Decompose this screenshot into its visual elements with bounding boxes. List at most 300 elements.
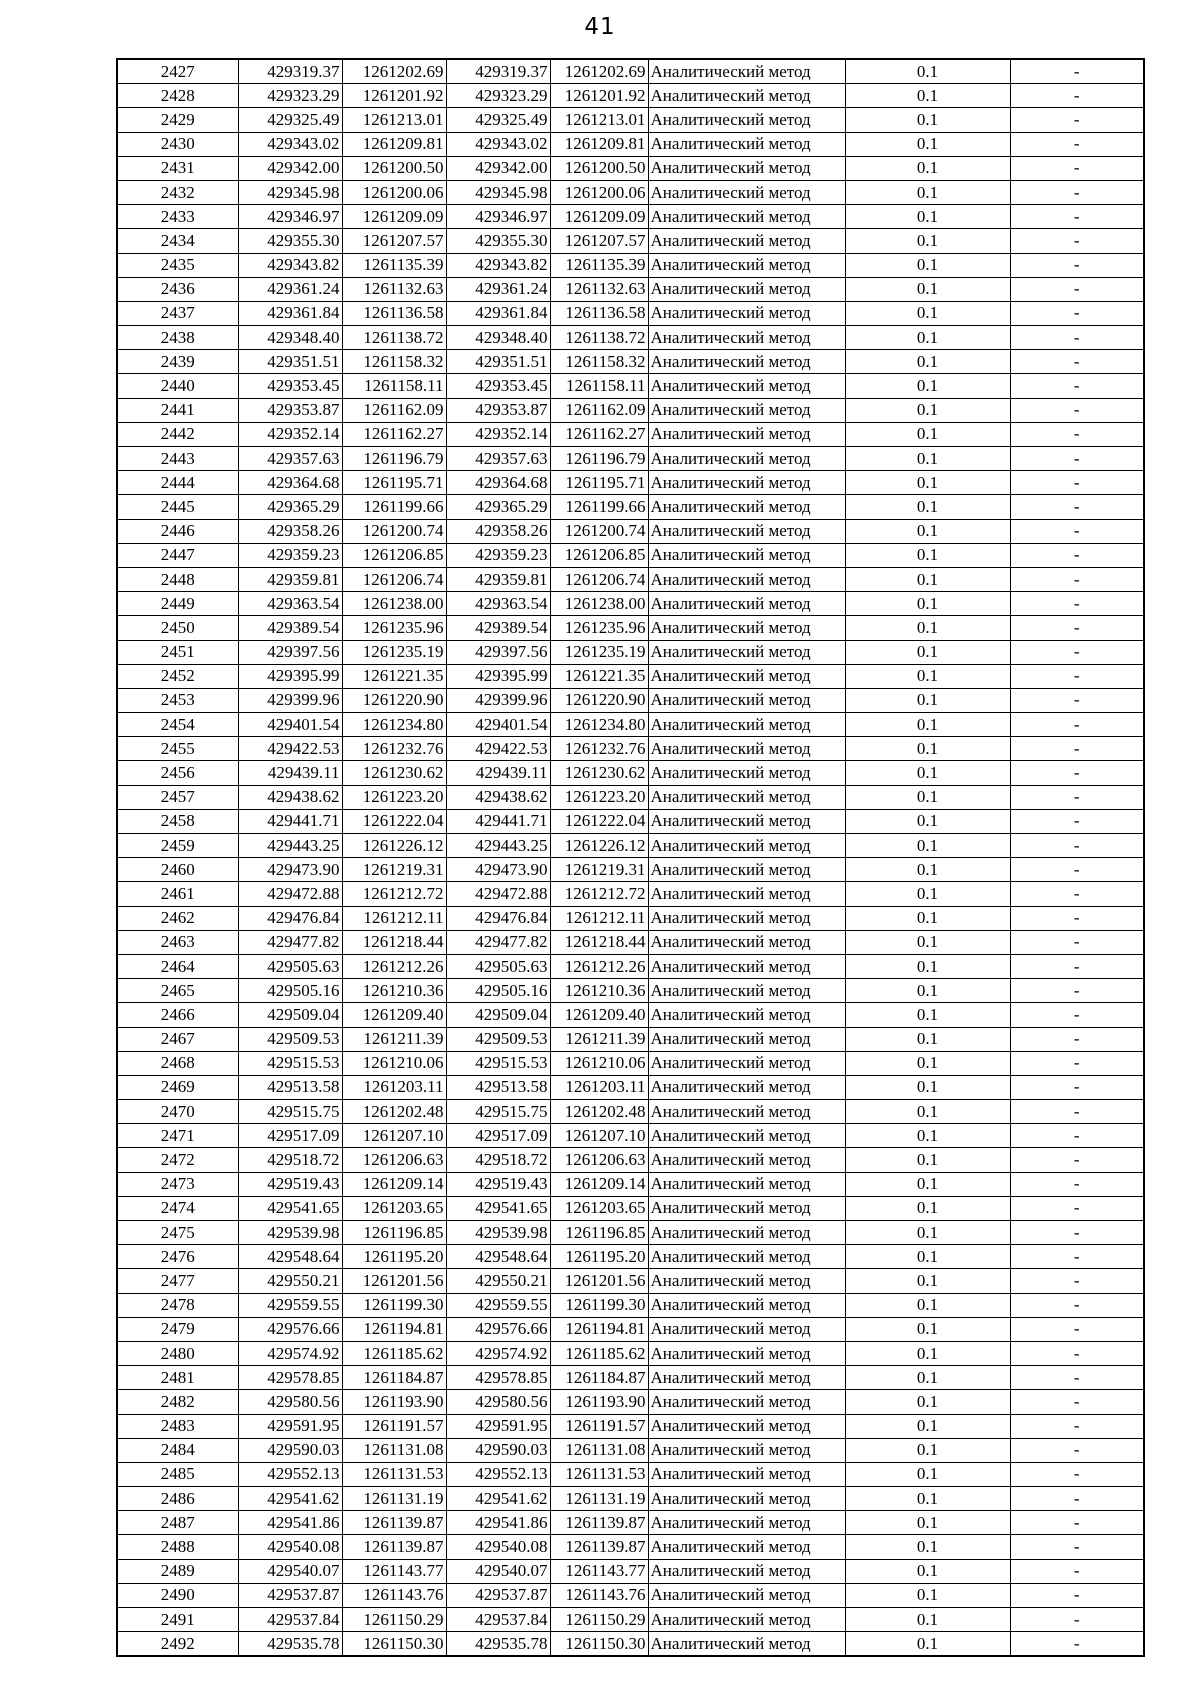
table-row	[117, 1269, 1144, 1293]
note-cell: -	[1010, 374, 1144, 398]
y-cell: 1261212.11	[342, 906, 446, 930]
table-row	[117, 1390, 1144, 1414]
y-cell: 1261196.79	[342, 447, 446, 471]
note-cell: -	[1010, 785, 1144, 809]
table-row	[117, 785, 1144, 809]
x-cell: 429519.43	[238, 1172, 342, 1196]
note-cell: -	[1010, 616, 1144, 640]
point-number-cell: 2461	[117, 882, 238, 906]
note-cell: -	[1010, 84, 1144, 108]
point-number-cell: 2450	[117, 616, 238, 640]
point-number-cell: 2434	[117, 229, 238, 253]
method-cell: Аналитический метод	[648, 1003, 845, 1027]
y-cell: 1261232.76	[550, 737, 648, 761]
y-cell: 1261212.11	[550, 906, 648, 930]
note-cell: -	[1010, 1075, 1144, 1099]
y-cell: 1261150.29	[342, 1608, 446, 1632]
x-cell: 429363.54	[238, 592, 342, 616]
x-cell: 429438.62	[446, 785, 550, 809]
y-cell: 1261139.87	[550, 1511, 648, 1535]
y-cell: 1261220.90	[550, 688, 648, 712]
y-cell: 1261207.57	[342, 229, 446, 253]
y-cell: 1261162.09	[342, 398, 446, 422]
x-cell: 429348.40	[238, 326, 342, 350]
point-number-cell: 2436	[117, 277, 238, 301]
y-cell: 1261203.65	[342, 1196, 446, 1220]
method-cell: Аналитический метод	[648, 1245, 845, 1269]
y-cell: 1261219.31	[342, 858, 446, 882]
y-cell: 1261235.19	[550, 640, 648, 664]
x-cell: 429345.98	[446, 180, 550, 204]
y-cell: 1261206.85	[550, 543, 648, 567]
y-cell: 1261191.57	[550, 1414, 648, 1438]
y-cell: 1261132.63	[550, 277, 648, 301]
x-cell: 429365.29	[446, 495, 550, 519]
precision-cell: 0.1	[845, 1172, 1010, 1196]
point-number-cell: 2446	[117, 519, 238, 543]
point-number-cell: 2488	[117, 1535, 238, 1559]
table-row	[117, 1632, 1144, 1657]
method-cell: Аналитический метод	[648, 616, 845, 640]
x-cell: 429517.09	[238, 1124, 342, 1148]
note-cell: -	[1010, 1027, 1144, 1051]
precision-cell: 0.1	[845, 132, 1010, 156]
point-number-cell: 2479	[117, 1317, 238, 1341]
x-cell: 429359.23	[446, 543, 550, 567]
precision-cell: 0.1	[845, 954, 1010, 978]
point-number-cell: 2447	[117, 543, 238, 567]
x-cell: 429439.11	[238, 761, 342, 785]
table-row	[117, 1172, 1144, 1196]
point-number-cell: 2489	[117, 1559, 238, 1583]
table-row	[117, 906, 1144, 930]
y-cell: 1261200.50	[342, 156, 446, 180]
x-cell: 429355.30	[238, 229, 342, 253]
table-row	[117, 1583, 1144, 1607]
method-cell: Аналитический метод	[648, 471, 845, 495]
y-cell: 1261207.57	[550, 229, 648, 253]
y-cell: 1261222.04	[550, 809, 648, 833]
precision-cell: 0.1	[845, 1511, 1010, 1535]
x-cell: 429438.62	[238, 785, 342, 809]
y-cell: 1261235.96	[342, 616, 446, 640]
method-cell: Аналитический метод	[648, 954, 845, 978]
precision-cell: 0.1	[845, 326, 1010, 350]
y-cell: 1261139.87	[342, 1511, 446, 1535]
x-cell: 429541.62	[446, 1487, 550, 1511]
note-cell: -	[1010, 1583, 1144, 1607]
table-row	[117, 1487, 1144, 1511]
x-cell: 429552.13	[238, 1462, 342, 1486]
method-cell: Аналитический метод	[648, 132, 845, 156]
y-cell: 1261213.01	[550, 108, 648, 132]
x-cell: 429472.88	[238, 882, 342, 906]
x-cell: 429401.54	[446, 713, 550, 737]
y-cell: 1261138.72	[342, 326, 446, 350]
x-cell: 429548.64	[446, 1245, 550, 1269]
method-cell: Аналитический метод	[648, 1148, 845, 1172]
y-cell: 1261199.30	[550, 1293, 648, 1317]
x-cell: 429319.37	[446, 59, 550, 84]
x-cell: 429363.54	[446, 592, 550, 616]
x-cell: 429505.63	[238, 954, 342, 978]
precision-cell: 0.1	[845, 1245, 1010, 1269]
precision-cell: 0.1	[845, 471, 1010, 495]
table-row	[117, 1124, 1144, 1148]
x-cell: 429476.84	[238, 906, 342, 930]
note-cell: -	[1010, 906, 1144, 930]
table-row	[117, 1148, 1144, 1172]
table-row	[117, 930, 1144, 954]
y-cell: 1261162.09	[550, 398, 648, 422]
table-row	[117, 108, 1144, 132]
method-cell: Аналитический метод	[648, 858, 845, 882]
precision-cell: 0.1	[845, 1583, 1010, 1607]
note-cell: -	[1010, 1341, 1144, 1365]
table-row	[117, 1051, 1144, 1075]
method-cell: Аналитический метод	[648, 277, 845, 301]
point-number-cell: 2464	[117, 954, 238, 978]
y-cell: 1261202.48	[550, 1100, 648, 1124]
table-row	[117, 205, 1144, 229]
method-cell: Аналитический метод	[648, 543, 845, 567]
y-cell: 1261200.06	[342, 180, 446, 204]
note-cell: -	[1010, 1124, 1144, 1148]
y-cell: 1261210.36	[550, 979, 648, 1003]
y-cell: 1261135.39	[342, 253, 446, 277]
y-cell: 1261185.62	[550, 1341, 648, 1365]
note-cell: -	[1010, 979, 1144, 1003]
note-cell: -	[1010, 1390, 1144, 1414]
x-cell: 429365.29	[238, 495, 342, 519]
x-cell: 429590.03	[446, 1438, 550, 1462]
table-row	[117, 1414, 1144, 1438]
table-row	[117, 422, 1144, 446]
y-cell: 1261226.12	[342, 834, 446, 858]
point-number-cell: 2428	[117, 84, 238, 108]
method-cell: Аналитический метод	[648, 253, 845, 277]
y-cell: 1261235.96	[550, 616, 648, 640]
x-cell: 429590.03	[238, 1438, 342, 1462]
y-cell: 1261201.56	[550, 1269, 648, 1293]
x-cell: 429505.16	[238, 979, 342, 1003]
precision-cell: 0.1	[845, 422, 1010, 446]
x-cell: 429476.84	[446, 906, 550, 930]
method-cell: Аналитический метод	[648, 1341, 845, 1365]
x-cell: 429357.63	[238, 447, 342, 471]
method-cell: Аналитический метод	[648, 1269, 845, 1293]
y-cell: 1261206.63	[342, 1148, 446, 1172]
table-row	[117, 1100, 1144, 1124]
precision-cell: 0.1	[845, 1487, 1010, 1511]
x-cell: 429537.87	[238, 1583, 342, 1607]
y-cell: 1261158.11	[550, 374, 648, 398]
y-cell: 1261143.77	[550, 1559, 648, 1583]
x-cell: 429397.56	[238, 640, 342, 664]
precision-cell: 0.1	[845, 592, 1010, 616]
y-cell: 1261158.32	[550, 350, 648, 374]
method-cell: Аналитический метод	[648, 1559, 845, 1583]
note-cell: -	[1010, 59, 1144, 84]
precision-cell: 0.1	[845, 1100, 1010, 1124]
point-number-cell: 2457	[117, 785, 238, 809]
table-row	[117, 737, 1144, 761]
table-row	[117, 1535, 1144, 1559]
y-cell: 1261195.71	[342, 471, 446, 495]
y-cell: 1261209.14	[342, 1172, 446, 1196]
y-cell: 1261230.62	[550, 761, 648, 785]
note-cell: -	[1010, 253, 1144, 277]
point-number-cell: 2466	[117, 1003, 238, 1027]
y-cell: 1261206.85	[342, 543, 446, 567]
precision-cell: 0.1	[845, 809, 1010, 833]
x-cell: 429559.55	[238, 1293, 342, 1317]
method-cell: Аналитический метод	[648, 713, 845, 737]
x-cell: 429359.81	[446, 567, 550, 591]
x-cell: 429359.23	[238, 543, 342, 567]
note-cell: -	[1010, 301, 1144, 325]
x-cell: 429559.55	[446, 1293, 550, 1317]
note-cell: -	[1010, 156, 1144, 180]
note-cell: -	[1010, 398, 1144, 422]
method-cell: Аналитический метод	[648, 1051, 845, 1075]
method-cell: Аналитический метод	[648, 882, 845, 906]
method-cell: Аналитический метод	[648, 809, 845, 833]
point-number-cell: 2427	[117, 59, 238, 84]
x-cell: 429422.53	[446, 737, 550, 761]
method-cell: Аналитический метод	[648, 301, 845, 325]
x-cell: 429515.53	[238, 1051, 342, 1075]
y-cell: 1261191.57	[342, 1414, 446, 1438]
x-cell: 429591.95	[446, 1414, 550, 1438]
table-row	[117, 834, 1144, 858]
point-number-cell: 2459	[117, 834, 238, 858]
y-cell: 1261219.31	[550, 858, 648, 882]
point-number-cell: 2468	[117, 1051, 238, 1075]
y-cell: 1261207.10	[342, 1124, 446, 1148]
note-cell: -	[1010, 1632, 1144, 1657]
x-cell: 429343.02	[446, 132, 550, 156]
note-cell: -	[1010, 1245, 1144, 1269]
precision-cell: 0.1	[845, 519, 1010, 543]
precision-cell: 0.1	[845, 447, 1010, 471]
note-cell: -	[1010, 1414, 1144, 1438]
table-row	[117, 1293, 1144, 1317]
x-cell: 429537.84	[238, 1608, 342, 1632]
y-cell: 1261162.27	[342, 422, 446, 446]
y-cell: 1261212.72	[342, 882, 446, 906]
precision-cell: 0.1	[845, 1269, 1010, 1293]
x-cell: 429397.56	[446, 640, 550, 664]
method-cell: Аналитический метод	[648, 205, 845, 229]
x-cell: 429353.45	[446, 374, 550, 398]
y-cell: 1261209.81	[342, 132, 446, 156]
x-cell: 429399.96	[238, 688, 342, 712]
y-cell: 1261158.32	[342, 350, 446, 374]
point-number-cell: 2444	[117, 471, 238, 495]
method-cell: Аналитический метод	[648, 1293, 845, 1317]
y-cell: 1261206.63	[550, 1148, 648, 1172]
precision-cell: 0.1	[845, 1414, 1010, 1438]
method-cell: Аналитический метод	[648, 834, 845, 858]
method-cell: Аналитический метод	[648, 979, 845, 1003]
table-row	[117, 1438, 1144, 1462]
x-cell: 429364.68	[446, 471, 550, 495]
note-cell: -	[1010, 1511, 1144, 1535]
point-number-cell: 2476	[117, 1245, 238, 1269]
method-cell: Аналитический метод	[648, 374, 845, 398]
method-cell: Аналитический метод	[648, 59, 845, 84]
point-number-cell: 2483	[117, 1414, 238, 1438]
method-cell: Аналитический метод	[648, 737, 845, 761]
y-cell: 1261209.40	[550, 1003, 648, 1027]
method-cell: Аналитический метод	[648, 1535, 845, 1559]
y-cell: 1261195.20	[342, 1245, 446, 1269]
x-cell: 429473.90	[238, 858, 342, 882]
x-cell: 429519.43	[446, 1172, 550, 1196]
point-number-cell: 2481	[117, 1366, 238, 1390]
note-cell: -	[1010, 180, 1144, 204]
point-number-cell: 2456	[117, 761, 238, 785]
precision-cell: 0.1	[845, 374, 1010, 398]
x-cell: 429399.96	[446, 688, 550, 712]
y-cell: 1261202.69	[550, 59, 648, 84]
note-cell: -	[1010, 640, 1144, 664]
precision-cell: 0.1	[845, 1462, 1010, 1486]
y-cell: 1261131.19	[550, 1487, 648, 1511]
note-cell: -	[1010, 1438, 1144, 1462]
y-cell: 1261220.90	[342, 688, 446, 712]
y-cell: 1261200.74	[550, 519, 648, 543]
y-cell: 1261136.58	[550, 301, 648, 325]
table-row	[117, 132, 1144, 156]
x-cell: 429515.75	[238, 1100, 342, 1124]
y-cell: 1261201.56	[342, 1269, 446, 1293]
method-cell: Аналитический метод	[648, 1414, 845, 1438]
x-cell: 429351.51	[446, 350, 550, 374]
x-cell: 429518.72	[238, 1148, 342, 1172]
y-cell: 1261222.04	[342, 809, 446, 833]
note-cell: -	[1010, 471, 1144, 495]
x-cell: 429537.87	[446, 1583, 550, 1607]
y-cell: 1261138.72	[550, 326, 648, 350]
y-cell: 1261238.00	[550, 592, 648, 616]
method-cell: Аналитический метод	[648, 1124, 845, 1148]
x-cell: 429513.58	[446, 1075, 550, 1099]
precision-cell: 0.1	[845, 398, 1010, 422]
note-cell: -	[1010, 1148, 1144, 1172]
x-cell: 429351.51	[238, 350, 342, 374]
method-cell: Аналитический метод	[648, 761, 845, 785]
x-cell: 429535.78	[446, 1632, 550, 1657]
y-cell: 1261196.85	[342, 1221, 446, 1245]
x-cell: 429515.75	[446, 1100, 550, 1124]
method-cell: Аналитический метод	[648, 1172, 845, 1196]
y-cell: 1261139.87	[550, 1535, 648, 1559]
method-cell: Аналитический метод	[648, 326, 845, 350]
precision-cell: 0.1	[845, 1051, 1010, 1075]
point-number-cell: 2487	[117, 1511, 238, 1535]
x-cell: 429509.53	[238, 1027, 342, 1051]
table-row	[117, 180, 1144, 204]
table-row	[117, 979, 1144, 1003]
point-number-cell: 2469	[117, 1075, 238, 1099]
point-number-cell: 2458	[117, 809, 238, 833]
x-cell: 429443.25	[446, 834, 550, 858]
y-cell: 1261209.09	[342, 205, 446, 229]
precision-cell: 0.1	[845, 713, 1010, 737]
table-row	[117, 1317, 1144, 1341]
method-cell: Аналитический метод	[648, 640, 845, 664]
y-cell: 1261201.92	[342, 84, 446, 108]
note-cell: -	[1010, 326, 1144, 350]
point-number-cell: 2451	[117, 640, 238, 664]
x-cell: 429505.16	[446, 979, 550, 1003]
page-number: 41	[584, 14, 616, 40]
y-cell: 1261232.76	[342, 737, 446, 761]
y-cell: 1261218.44	[342, 930, 446, 954]
table-row	[117, 495, 1144, 519]
point-number-cell: 2465	[117, 979, 238, 1003]
method-cell: Аналитический метод	[648, 1487, 845, 1511]
y-cell: 1261196.79	[550, 447, 648, 471]
note-cell: -	[1010, 592, 1144, 616]
note-cell: -	[1010, 1269, 1144, 1293]
method-cell: Аналитический метод	[648, 447, 845, 471]
note-cell: -	[1010, 1487, 1144, 1511]
note-cell: -	[1010, 1172, 1144, 1196]
method-cell: Аналитический метод	[648, 1027, 845, 1051]
x-cell: 429353.87	[446, 398, 550, 422]
method-cell: Аналитический метод	[648, 1221, 845, 1245]
point-number-cell: 2442	[117, 422, 238, 446]
x-cell: 429578.85	[238, 1366, 342, 1390]
point-number-cell: 2475	[117, 1221, 238, 1245]
y-cell: 1261131.08	[342, 1438, 446, 1462]
x-cell: 429352.14	[446, 422, 550, 446]
y-cell: 1261131.53	[550, 1462, 648, 1486]
x-cell: 429319.37	[238, 59, 342, 84]
precision-cell: 0.1	[845, 495, 1010, 519]
method-cell: Аналитический метод	[648, 350, 845, 374]
point-number-cell: 2491	[117, 1608, 238, 1632]
y-cell: 1261185.62	[342, 1341, 446, 1365]
note-cell: -	[1010, 954, 1144, 978]
note-cell: -	[1010, 567, 1144, 591]
y-cell: 1261136.58	[342, 301, 446, 325]
precision-cell: 0.1	[845, 785, 1010, 809]
x-cell: 429346.97	[238, 205, 342, 229]
x-cell: 429358.26	[446, 519, 550, 543]
y-cell: 1261200.74	[342, 519, 446, 543]
y-cell: 1261199.30	[342, 1293, 446, 1317]
precision-cell: 0.1	[845, 1027, 1010, 1051]
point-number-cell: 2470	[117, 1100, 238, 1124]
note-cell: -	[1010, 1462, 1144, 1486]
point-number-cell: 2478	[117, 1293, 238, 1317]
y-cell: 1261226.12	[550, 834, 648, 858]
method-cell: Аналитический метод	[648, 1511, 845, 1535]
x-cell: 429355.30	[446, 229, 550, 253]
x-cell: 429389.54	[238, 616, 342, 640]
x-cell: 429359.81	[238, 567, 342, 591]
y-cell: 1261238.00	[342, 592, 446, 616]
note-cell: -	[1010, 1535, 1144, 1559]
y-cell: 1261195.71	[550, 471, 648, 495]
table-row	[117, 398, 1144, 422]
x-cell: 429539.98	[238, 1221, 342, 1245]
y-cell: 1261218.44	[550, 930, 648, 954]
